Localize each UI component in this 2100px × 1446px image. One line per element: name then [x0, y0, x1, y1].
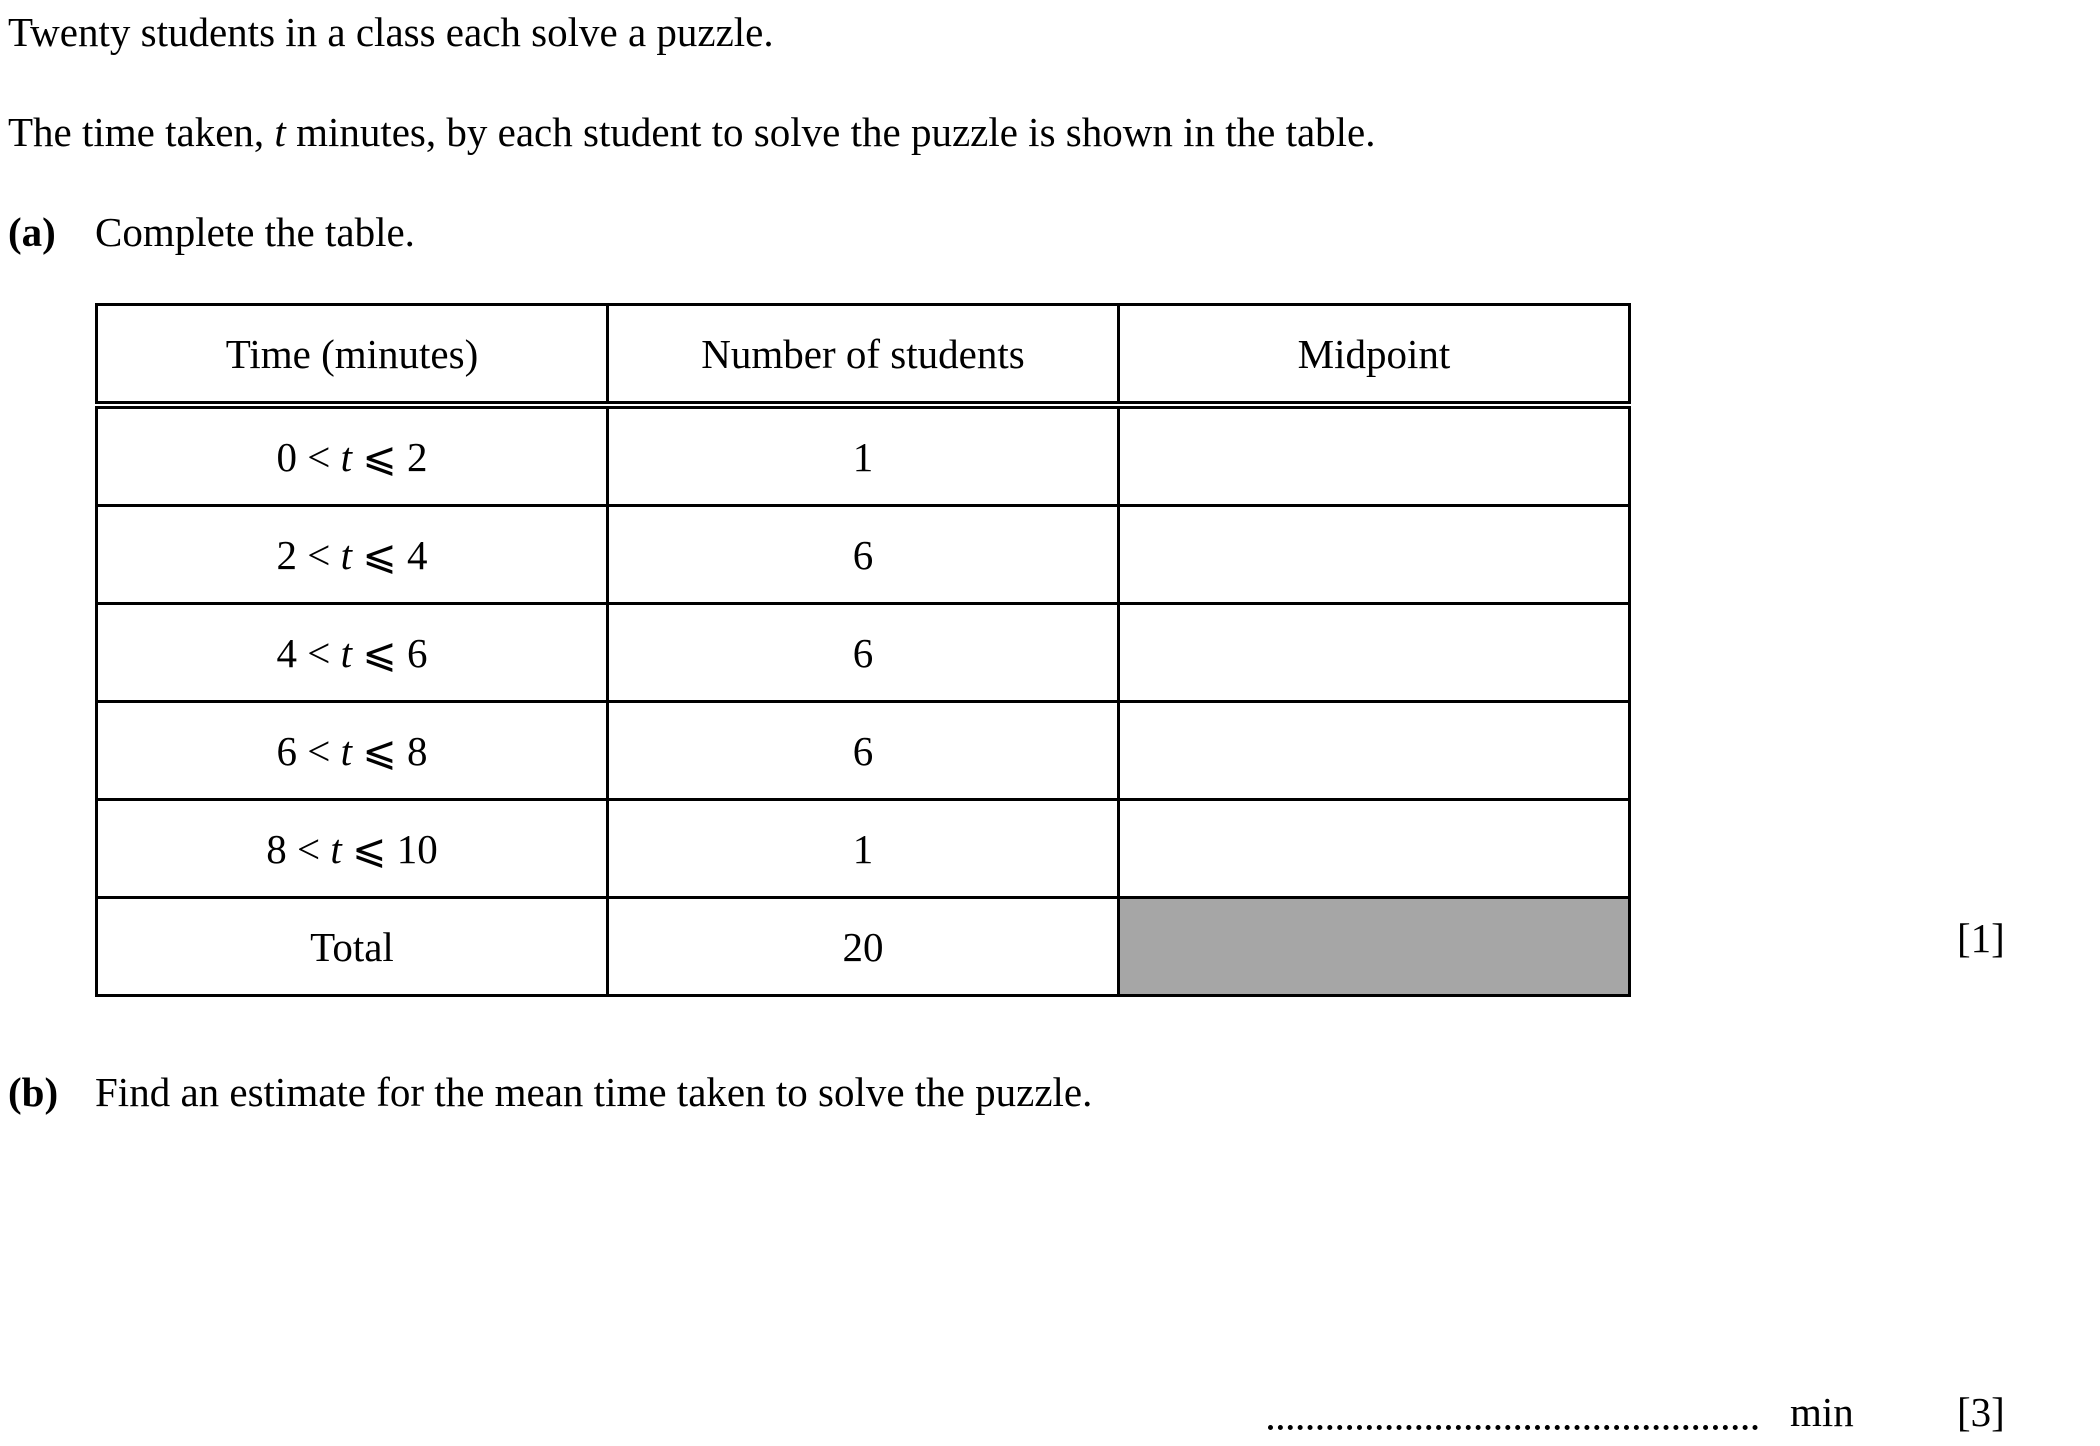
part-a-instruction: Complete the table. [95, 209, 415, 255]
interval-variable: t [340, 433, 353, 480]
table-row [97, 405, 1630, 506]
student-count-cell: 1 [608, 800, 1119, 898]
less-than-sign: < [297, 629, 341, 676]
interval-high: 4 [406, 531, 428, 578]
part-a-label: (a) [8, 209, 56, 255]
student-count-cell: 6 [608, 604, 1119, 702]
total-label-cell: Total [97, 898, 608, 996]
student-count-cell: 6 [608, 702, 1119, 800]
table-row [97, 800, 1630, 898]
midpoint-answer-cell[interactable] [1119, 702, 1630, 800]
intro-variable-t: t [274, 109, 286, 155]
header-number-of-students: Number of students [608, 305, 1119, 406]
intro-line-2-pre: The time taken, [8, 109, 275, 155]
part-a-marks: [1] [1957, 915, 2005, 961]
time-interval-cell [97, 405, 608, 506]
less-than-sign: < [297, 531, 341, 578]
midpoint-answer-cell[interactable] [1119, 405, 1630, 506]
interval-variable: t [340, 531, 353, 578]
interval-high: 10 [396, 825, 438, 872]
interval-low: 4 [276, 629, 298, 676]
midpoint-answer-cell[interactable] [1119, 506, 1630, 604]
interval-high: 6 [406, 629, 428, 676]
less-equal-sign: ⩽ [341, 825, 397, 872]
midpoint-answer-cell[interactable] [1119, 800, 1630, 898]
less-equal-sign: ⩽ [352, 433, 407, 480]
intro-line-1: Twenty students in a class each solve a puzzle. [8, 9, 774, 55]
interval-variable: t [340, 727, 353, 774]
total-row [97, 898, 1630, 996]
part-b-marks: [3] [1957, 1389, 2005, 1435]
interval-low: 0 [276, 433, 298, 480]
frequency-table [95, 303, 1631, 997]
table-row [97, 506, 1630, 604]
interval-high: 2 [406, 433, 428, 480]
interval-variable: t [340, 629, 353, 676]
table-row [97, 604, 1630, 702]
interval-high: 8 [406, 727, 428, 774]
student-count-cell: 6 [608, 506, 1119, 604]
time-interval-cell [97, 604, 608, 702]
interval-low: 8 [266, 825, 287, 872]
header-time: Time (minutes) [97, 305, 608, 406]
time-interval-cell [97, 702, 608, 800]
less-equal-sign: ⩽ [352, 531, 407, 578]
time-interval-cell [97, 506, 608, 604]
total-value-cell: 20 [608, 898, 1119, 996]
intro-line-2-post: minutes, by each student to solve the puzzle is shown in the table. [285, 109, 1376, 155]
interval-variable: t [330, 825, 342, 872]
shaded-cell [1119, 898, 1630, 996]
midpoint-answer-cell[interactable] [1119, 604, 1630, 702]
table-row [97, 702, 1630, 800]
interval-low: 6 [276, 727, 298, 774]
less-than-sign: < [297, 727, 341, 774]
part-b-label: (b) [8, 1069, 59, 1115]
table-header-row [97, 305, 1630, 406]
interval-low: 2 [276, 531, 298, 578]
mean-answer-line[interactable] [1268, 1425, 1758, 1430]
answer-unit: min [1790, 1389, 1854, 1435]
header-midpoint: Midpoint [1119, 305, 1630, 406]
less-than-sign: < [297, 433, 341, 480]
intro-line-2 [8, 109, 1376, 155]
part-b-instruction: Find an estimate for the mean time taken to solve the puzzle. [95, 1069, 1093, 1115]
less-than-sign: < [286, 825, 331, 872]
time-interval-cell [97, 800, 608, 898]
less-equal-sign: ⩽ [352, 629, 407, 676]
less-equal-sign: ⩽ [352, 727, 407, 774]
student-count-cell: 1 [608, 405, 1119, 506]
